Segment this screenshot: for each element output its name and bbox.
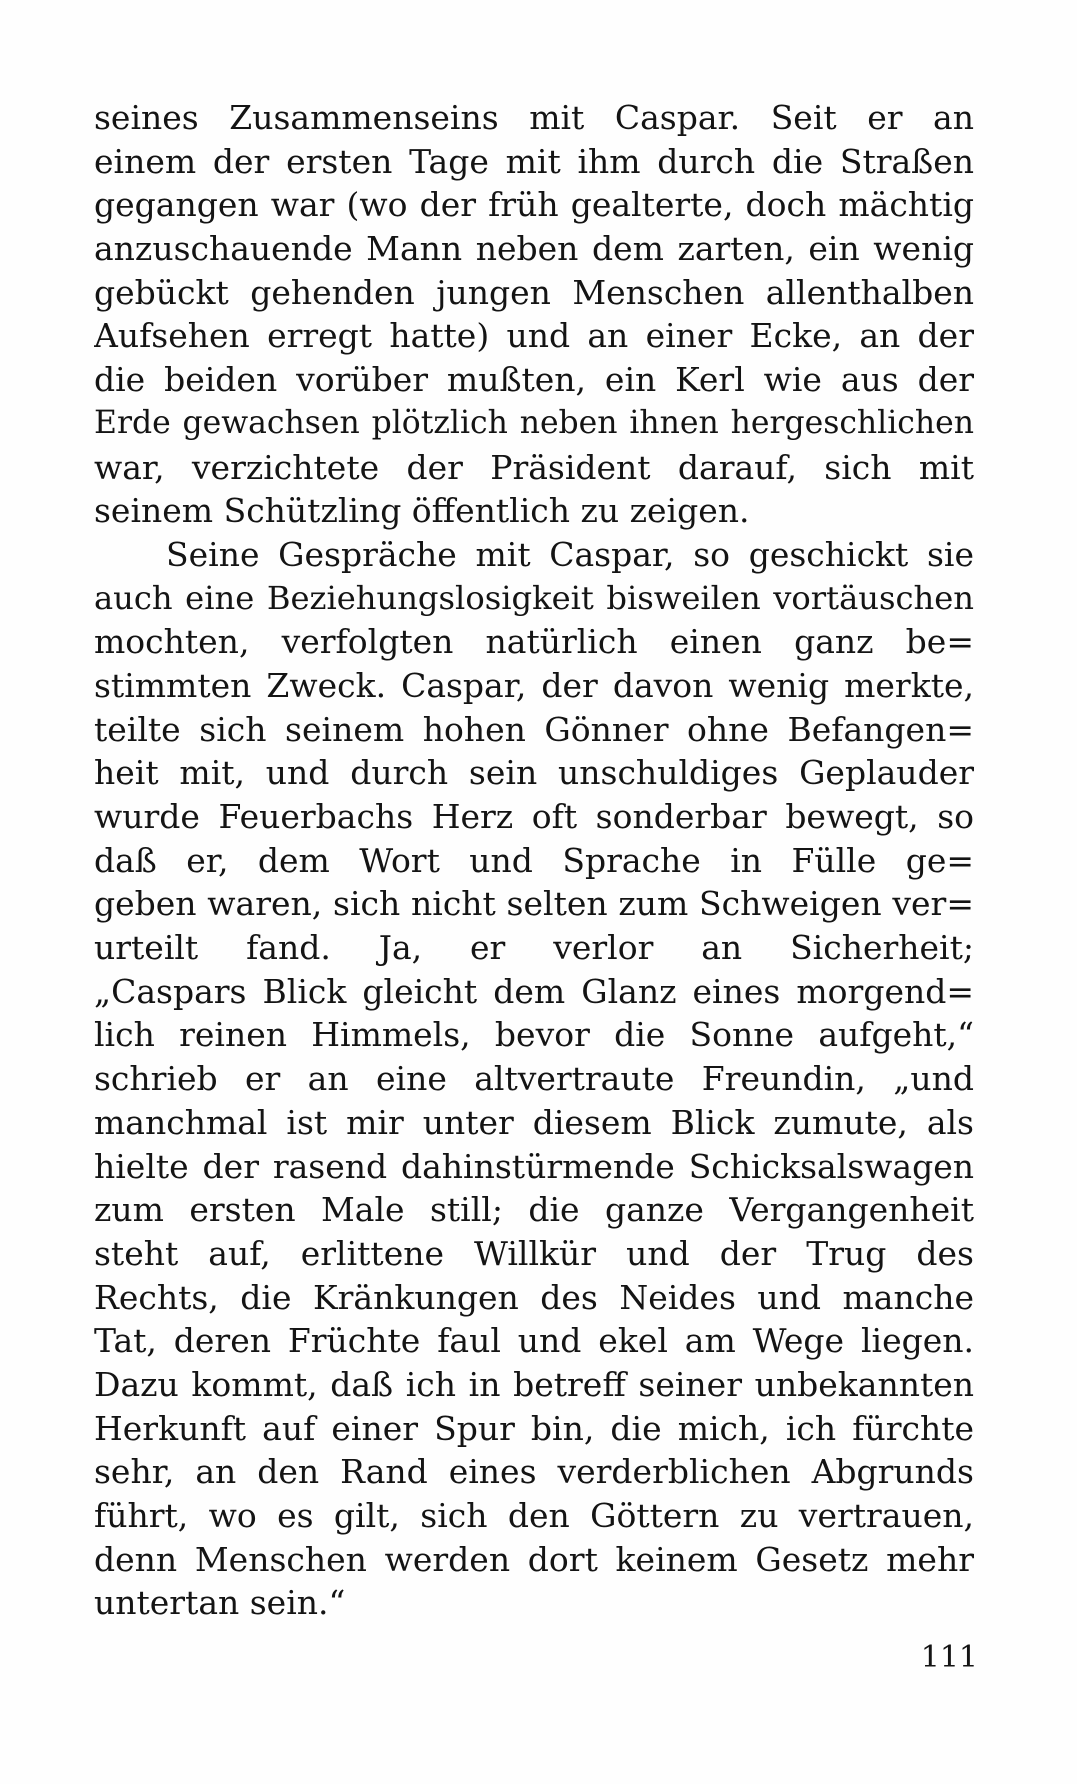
text-line: untertan sein.“ <box>94 1583 346 1623</box>
text-line: stimmten Zweck. Caspar, der davon wenig merkte, <box>94 665 974 705</box>
text-line: manchmal ist mir unter diesem Blick zumute, als <box>94 1102 974 1142</box>
text-line: sehr, an den Rand eines verderblichen Abgrunds <box>94 1452 974 1492</box>
text-line: anzuschauende Mann neben dem zarten, ein wenig <box>94 229 974 269</box>
text-line: Seine Gespräche mit Caspar, so geschickt sie <box>166 534 974 574</box>
text-line: seines Zusammenseins mit Caspar. Seit er an <box>94 98 974 137</box>
text-line: zum ersten Male still; die ganze Vergangenheit <box>94 1190 974 1230</box>
text-line: hielte der rasend dahinstürmende Schicksalswagen <box>94 1146 974 1186</box>
text-line: „Caspars Blick gleicht dem Glanz eines morgend= <box>94 971 974 1011</box>
text-line: urteilt fand. Ja, er verlor an Sicherheit; <box>94 928 974 968</box>
text-line: die beiden vorüber mußten, ein Kerl wie aus der <box>94 360 974 400</box>
text-line: geben waren, sich nicht selten zum Schweigen ver= <box>94 884 974 924</box>
text-line: auch eine Beziehungslosigkeit bisweilen vortäuschen <box>94 578 974 617</box>
text-line: wurde Feuerbachs Herz oft sonderbar bewegt, so <box>94 797 974 836</box>
text-line: führt, wo es gilt, sich den Göttern zu vertrauen, <box>94 1496 974 1535</box>
text-line: einem der ersten Tage mit ihm durch die Straßen <box>94 141 974 181</box>
text-line: seinem Schützling öffentlich zu zeigen. <box>94 491 750 531</box>
paragraph <box>94 96 974 533</box>
text-line: heit mit, und durch sein unschuldiges Geplauder <box>94 753 974 793</box>
text-line: denn Menschen werden dort keinem Gesetz mehr <box>94 1539 974 1579</box>
text-line: Dazu kommt, daß ich in betreff seiner unbekannten <box>94 1364 974 1404</box>
text-line: Aufsehen erregt hatte) und an einer Ecke, an der <box>94 316 974 356</box>
paragraph <box>94 533 974 1625</box>
text-line: gegangen war (wo der früh gealterte, doch mächtig <box>94 185 974 225</box>
text-line: Herkunft auf einer Spur bin, die mich, ich fürchte <box>94 1408 974 1448</box>
text-line: Rechts, die Kränkungen des Neides und manche <box>94 1277 974 1317</box>
text-line: war, verzichtete der Präsident darauf, sich mit <box>94 447 974 487</box>
text-line: daß er, dem Wort und Sprache in Fülle ge= <box>94 840 974 880</box>
text-line: schrieb er an eine altvertraute Freundin, „und <box>94 1059 974 1099</box>
text-line: teilte sich seinem hohen Gönner ohne Befangen= <box>94 709 974 749</box>
text-line: mochten, verfolgten natürlich einen ganz be= <box>94 622 974 662</box>
text-line: steht auf, erlittene Willkür und der Trug des <box>94 1233 974 1273</box>
text-line: Tat, deren Früchte faul und ekel am Wege liegen. <box>94 1321 974 1361</box>
body-text <box>94 96 974 1625</box>
text-line: lich reinen Himmels, bevor die Sonne aufgeht,“ <box>94 1015 974 1055</box>
text-line: Erde gewachsen plötzlich neben ihnen hergeschlichen <box>94 404 974 441</box>
text-line: gebückt gehenden jungen Menschen allenthalben <box>94 272 974 312</box>
page-number: 111 <box>920 1640 978 1675</box>
